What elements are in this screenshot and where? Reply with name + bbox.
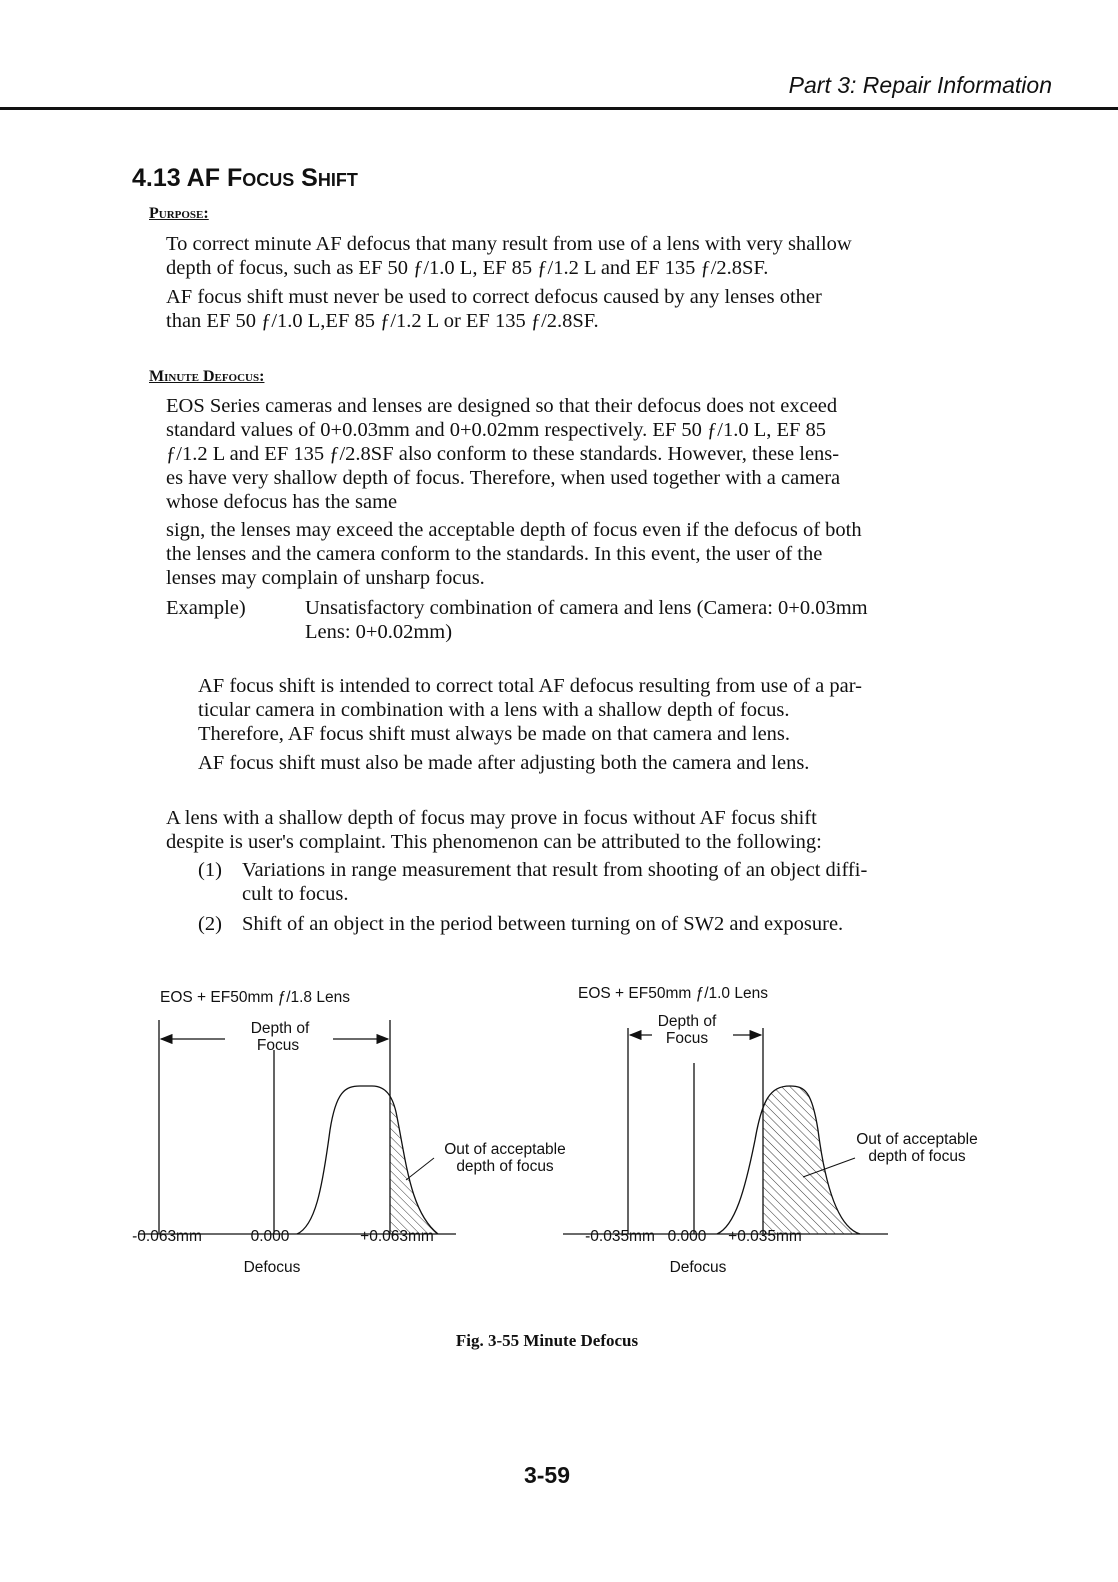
figure-caption: Fig. 3-55 Minute Defocus xyxy=(455,1331,639,1350)
tick-label: 0.000 xyxy=(667,1228,707,1245)
out-of-focus-label: Out of acceptable xyxy=(444,1141,566,1158)
minute-defocus-heading: Minute Defocus: xyxy=(149,368,265,385)
text-line: AF focus shift must never be used to correct defocus caused by any lenses other xyxy=(166,286,822,308)
text-line: A lens with a shallow depth of focus may prove in focus without AF focus shift xyxy=(166,807,817,829)
text-line: cult to focus. xyxy=(242,883,349,905)
text-line: the lenses and the camera conform to the standards. In this event, the user of the xyxy=(166,543,823,565)
example-label: Example) xyxy=(166,597,246,619)
page-number: 3-59 xyxy=(523,1462,571,1488)
text-line: lenses may complain of unsharp focus. xyxy=(166,567,485,589)
dof-label: Depth of xyxy=(250,1020,310,1037)
diagram-title: EOS + EF50mm ƒ/1.8 Lens xyxy=(160,989,350,1006)
out-of-focus-label: depth of focus xyxy=(456,1158,554,1175)
indented-paragraph-2: AF focus shift must also be made after adjusting both the camera and lens. xyxy=(198,752,810,774)
text-line: despite is user's complaint. This phenomenon can be attributed to the following: xyxy=(166,831,822,853)
dof-label: Focus xyxy=(256,1037,300,1054)
text-line: whose defocus has the same xyxy=(166,491,398,513)
text-line: ƒ/1.2 L and EF 135 ƒ/2.8SF also conform to these standards. However, these lens- xyxy=(166,443,840,465)
out-of-focus-label: Out of acceptable xyxy=(856,1131,978,1148)
text-line: EOS Series cameras and lenses are designed so that their defocus does not exceed xyxy=(166,395,838,417)
list-item-number: (1) xyxy=(198,859,222,881)
text-line: AF focus shift is intended to correct total AF defocus resulting from use of a par- xyxy=(198,675,862,697)
list-item: Shift of an object in the period between turning on of SW2 and exposure. xyxy=(242,913,844,935)
text-line: To correct minute AF defocus that many result from use of a lens with very shallow xyxy=(166,233,852,255)
text-line: standard values of 0+0.03mm and 0+0.02mm respectively. EF 50 ƒ/1.0 L, EF 85 xyxy=(166,419,827,441)
x-axis-label: Defocus xyxy=(669,1259,727,1276)
leader-line xyxy=(406,1158,434,1180)
x-axis-label: Defocus xyxy=(243,1259,301,1276)
tick-label: -0.063mm xyxy=(132,1228,202,1245)
dof-label: Depth of xyxy=(657,1013,717,1030)
tick-label: -0.035mm xyxy=(585,1228,655,1245)
text-line: Therefore, AF focus shift must always be made on that camera and lens. xyxy=(198,723,791,745)
purpose-heading: Purpose: xyxy=(149,205,209,222)
running-header: Part 3: Repair Information xyxy=(788,72,1052,98)
text-line: es have very shallow depth of focus. Therefore, when used together with a camera xyxy=(166,467,841,489)
text-line: sign, the lenses may exceed the acceptable depth of focus even if the defocus of both xyxy=(166,519,862,541)
out-of-focus-hatched-area xyxy=(297,1086,438,1234)
diagram-title: EOS + EF50mm ƒ/1.0 Lens xyxy=(578,985,768,1002)
text-line: depth of focus, such as EF 50 ƒ/1.0 L, EF 85 ƒ/1.2 L and EF 135 ƒ/2.8SF. xyxy=(166,257,769,279)
section-title: 4.13 AF Focus Shift xyxy=(132,164,358,192)
text-line: than EF 50 ƒ/1.0 L,EF 85 ƒ/1.2 L or EF 135 ƒ/2.8SF. xyxy=(166,310,599,332)
tick-label: +0.035mm xyxy=(728,1228,802,1245)
tick-label: +0.063mm xyxy=(360,1228,434,1245)
text-line: Variations in range measurement that result from shooting of an object diffi- xyxy=(242,859,868,881)
diagram-f10 xyxy=(563,985,978,1276)
text-line: Lens: 0+0.02mm) xyxy=(305,621,453,643)
tick-label: 0.000 xyxy=(250,1228,290,1245)
out-of-focus-label: depth of focus xyxy=(868,1148,966,1165)
dof-label: Focus xyxy=(665,1030,709,1047)
diagram-f18 xyxy=(132,989,566,1276)
text-line: Unsatisfactory combination of camera and lens (Camera: 0+0.03mm xyxy=(305,597,868,619)
list-item-number: (2) xyxy=(198,913,222,935)
text-line: ticular camera in combination with a lens with a shallow depth of focus. xyxy=(198,699,790,721)
